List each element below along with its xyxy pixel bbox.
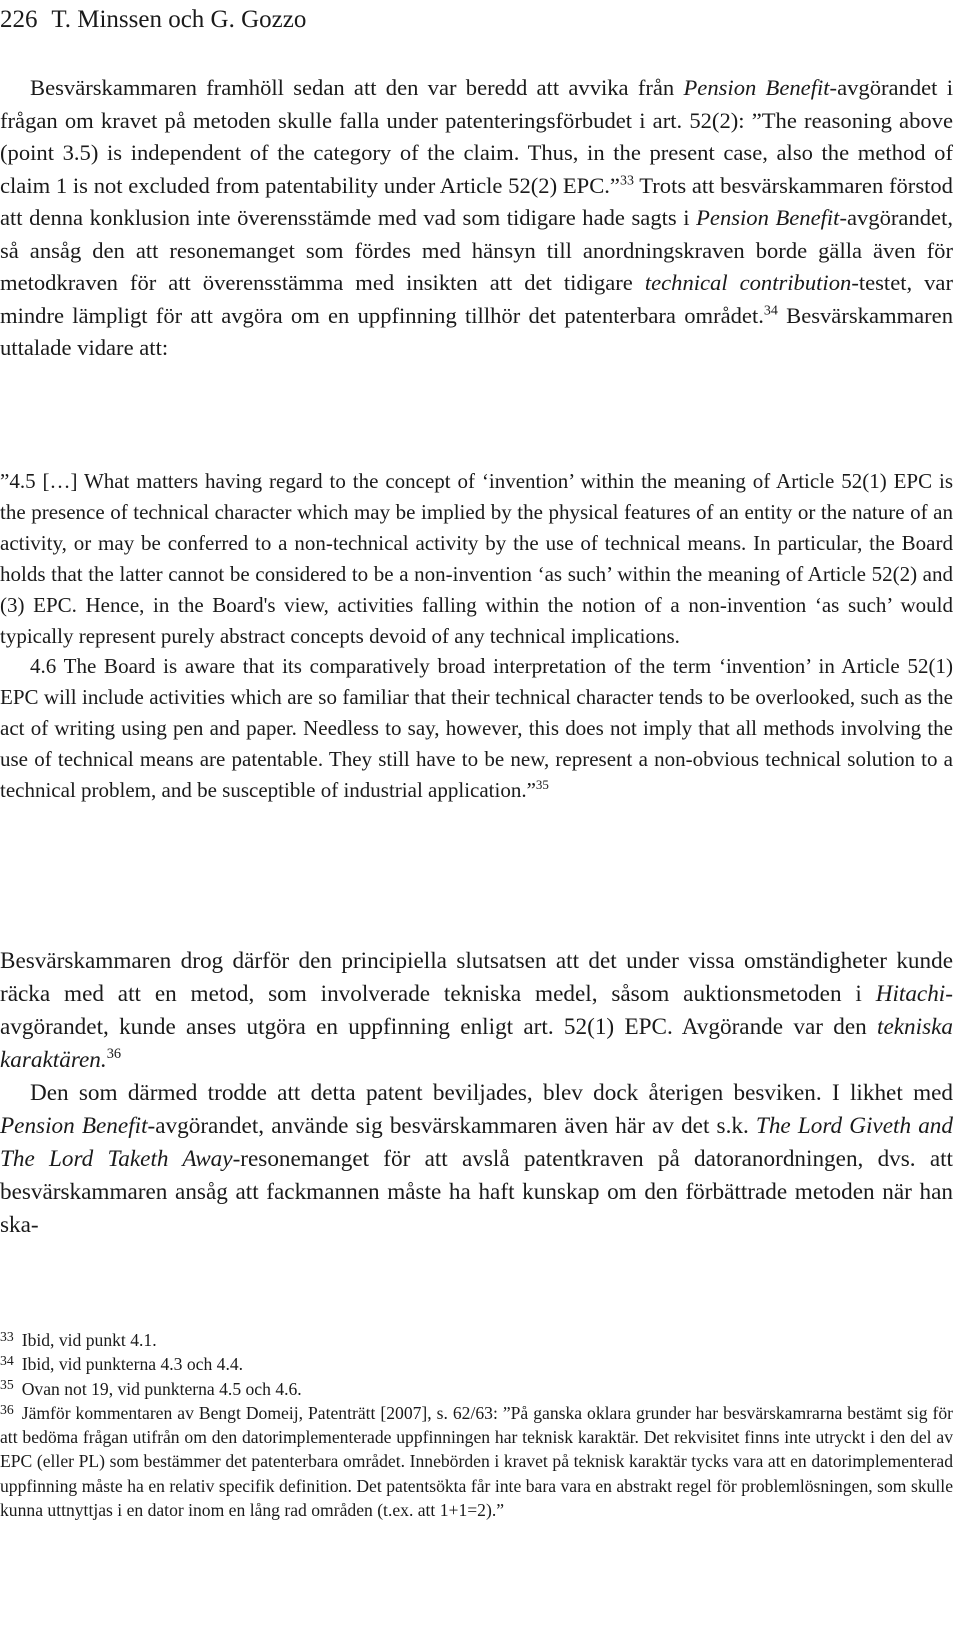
footnotes xyxy=(0,1328,953,1522)
footnote-text: Ovan not 19, vid punkterna 4.5 och 4.6. xyxy=(21,1378,302,1399)
case-name-italic: Pension Benefit xyxy=(683,75,830,100)
running-header xyxy=(0,0,306,40)
text-span: -avgörandet, kunde anses utgöra en uppfinning enligt art. 52(1) EPC. Avgörande var den xyxy=(0,981,953,1040)
footnote-ref[interactable]: 35 xyxy=(535,777,549,792)
term-italic: tekniska karaktären. xyxy=(0,1014,953,1073)
footnote-text: Ibid, vid punkt 4.1. xyxy=(21,1330,157,1350)
case-name-italic: Pension Benefit xyxy=(696,205,840,230)
header-authors: T. Minssen och G. Gozzo xyxy=(51,6,307,33)
paragraph-2 xyxy=(0,945,953,1242)
case-name-italic: Hitachi xyxy=(875,981,946,1007)
case-name-italic: Pension Benefit xyxy=(0,1113,148,1139)
text-span: Den som därmed trodde att detta patent beviljades, blev dock återigen besviken. I likhet med xyxy=(30,1080,953,1106)
text-span: -avgörandet i frågan om kravet på metoden skulle falla under patenteringsförbudet i art. 52(2): ”The reasoning above (point 3.5) is independent of the category of the claim. Thus, in the present case, also the method of claim 1 is not excluded from patentability under Article 52(2) EPC.” xyxy=(0,75,953,198)
footnote-34 xyxy=(0,1352,953,1376)
footnote-35 xyxy=(0,1377,953,1401)
text-span: -avgörandet, använde sig besvärskammaren även här av det s.k. xyxy=(147,1113,756,1139)
footnote-ref[interactable]: 33 xyxy=(619,172,634,188)
footnote-text: Jämför kommentaren av Bengt Domeij, Patenträtt [2007], s. 62/63: ”På ganska oklara grunder har besvärskamrarna bestämt sig för att bedöma frågan utifrån om den datorimplementerade uppfinningen har teknisk karaktär. Det rekvisitet finns inte utryckt i den del av EPC (eller PL) som bestämmer det patenterbara området. Innebörden i kravet på teknisk karaktär tycks vara att en datorimplementerad uppfinning måste ha en relativ specifik definition. Det patentsökta får inte bara vara en abstrakt regel för problemlösningen, som skulle kunna uttnyttjas i en dator inom en lång rad områden (t.ex. att 1+1=2).” xyxy=(0,1402,953,1521)
footnote-ref[interactable]: 36 xyxy=(106,1046,122,1063)
text-span: -testet, var mindre lämpligt för att avgöra om en uppfinning tillhör det patenterbara området. xyxy=(0,270,953,328)
text-span: Trots att besvärskammaren förstod att denna konklusion inte överensstämde med vad som tidigare hade sagts i xyxy=(0,172,953,230)
footnote-ref[interactable]: 34 xyxy=(763,302,778,318)
block-quote xyxy=(0,466,953,806)
quote-paragraph-2 xyxy=(0,651,953,806)
footnote-36 xyxy=(0,1401,953,1522)
quote-paragraph-1: ”4.5 […] What matters having regard to the concept of ‘invention’ within the meaning of Article 52(1) EPC is the presence of technical character which may be implied by the physical features of an entity or the nature of an activity, or may be conferred to a non-technical activity by the use of technical means. In particular, the Board holds that the latter cannot be considered to be a non-invention ‘as such’ within the meaning of Article 52(2) and (3) EPC. Hence, in the Board's view, activities falling within the notion of a non-invention ‘as such’ would typically represent purely abstract concepts devoid of any technical implications. xyxy=(0,469,953,648)
text-span: Besvärskammaren drog därför den principiella slutsatsen att det under vissa omständigheter kunde räcka med att en metod, som involverade tekniska medel, såsom auktionsmetoden i xyxy=(0,948,953,1007)
text-span: 4.6 The Board is aware that its comparatively broad interpretation of the term ‘invention’ in Article 52(1) EPC will include activities which are so familiar that their technical character tends to be overlooked, such as the act of writing using pen and paper. Needless to say, however, this does not imply that all methods involving the use of technical means are patentable. They still have to be new, represent a non-obvious technical solution to a technical problem, and be susceptible of industrial application.” xyxy=(0,654,953,803)
footnote-text: Ibid, vid punkterna 4.3 och 4.4. xyxy=(21,1354,244,1375)
text-span: -avgörandet, så ansåg den att resonemanget som fördes med hänsyn till anordningskraven borde gälla även för metodkraven för att överensstämma med insikten att det tidigare xyxy=(0,205,953,295)
footnote-number: 33 xyxy=(0,1328,14,1344)
footnote-number: 34 xyxy=(0,1353,14,1369)
paragraph-1 xyxy=(0,72,953,365)
footnote-number: 36 xyxy=(0,1401,14,1417)
page-number: 226 xyxy=(0,6,38,33)
text-span: -resonemanget för att avslå patentkraven på datoranordningen, dvs. att besvärskammaren ansåg att fackmannen måste ha haft kunskap om den förbättrade metoden när han ska- xyxy=(0,1146,954,1238)
term-italic: The Lord Giveth and The Lord Taketh Away xyxy=(0,1113,953,1172)
paragraph-3 xyxy=(0,1077,953,1242)
term-italic: technical contribution xyxy=(644,270,852,295)
text-span: Besvärskammaren uttalade vidare att: xyxy=(0,302,954,360)
text-span: Besvärskammaren framhöll sedan att den var beredd att avvika från xyxy=(30,75,684,100)
footnote-number: 35 xyxy=(0,1377,14,1393)
footnote-33 xyxy=(0,1328,953,1352)
